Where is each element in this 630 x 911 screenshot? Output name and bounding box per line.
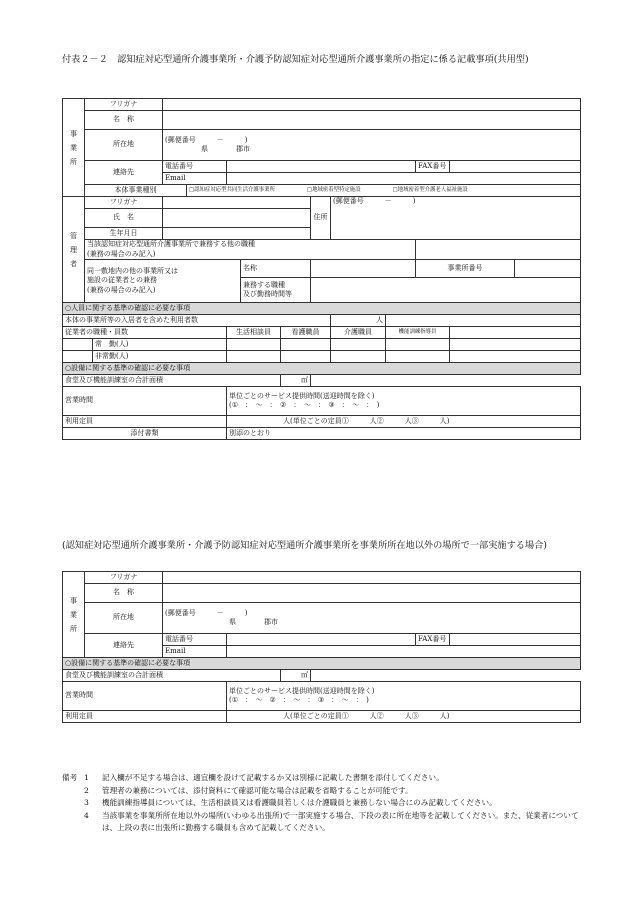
area-label: 食堂及び機能訓練室の合計面積	[63, 375, 281, 387]
satellite-capacity-field[interactable]: 人(単位ごとの定員① 人② 人③ 人)	[227, 711, 581, 723]
fulltime-caregiver[interactable]	[331, 339, 386, 351]
satellite-area-blank	[311, 670, 581, 682]
satellite-city: 郡市	[264, 618, 279, 626]
satellite-fax-field[interactable]	[450, 634, 581, 646]
manager-duty-label	[241, 278, 311, 303]
office-prefecture-city	[165, 145, 578, 155]
residents-unit: 人	[331, 315, 386, 327]
notes-heading: 備考	[62, 773, 78, 782]
satellite-area-unit: ㎡	[281, 670, 311, 682]
satellite-area-label: 食堂及び機能訓練室の合計面積	[63, 670, 281, 682]
office-contact-label: 連絡先	[85, 161, 163, 185]
office-furigana-field[interactable]	[163, 99, 581, 111]
manager-furigana-field[interactable]	[163, 197, 311, 209]
note-item-2	[62, 785, 580, 798]
manager-other-line3: (兼務の場合のみ記入)	[87, 285, 156, 294]
facility-section-header: ○設備に関する基準の確認に必要な事項	[63, 363, 581, 375]
main-business-label: 本体事業種別	[85, 185, 187, 197]
office-address-label: 所在地	[85, 130, 163, 161]
manager-duty-line1: 兼務する職種	[243, 280, 286, 289]
office-email-field[interactable]	[227, 173, 581, 185]
office-address-field[interactable]	[163, 130, 581, 161]
hours-line2: (① ： ～ ： ② ： ～ ： ③ ： ～ ： )	[229, 401, 380, 409]
office-furigana-label: フリガナ	[85, 99, 163, 111]
office-name-label: 名 称	[85, 111, 163, 130]
satellite-prefecture: 県	[229, 618, 237, 626]
note-number: 4	[84, 810, 89, 820]
manager-name-field[interactable]	[163, 209, 311, 228]
satellite-postal-code: (郵便番号 － )	[165, 608, 248, 617]
satellite-furigana-field[interactable]	[163, 572, 581, 584]
note-text: 管理者の兼務については、添付資料にて確認可能な場合は記載を省略することが可能です。	[102, 785, 413, 795]
satellite-email-field[interactable]	[227, 646, 581, 658]
hours-line1: 単位ごとのサービス提供時間(送迎時間を除く)	[229, 391, 375, 400]
manager-other-office-label	[85, 260, 241, 303]
satellite-prefecture-city	[165, 618, 578, 628]
manager-name-label: 氏 名	[85, 209, 163, 228]
note-item-4	[62, 810, 580, 835]
satellite-name-field[interactable]	[163, 584, 581, 603]
fulltime-nurse[interactable]	[281, 339, 331, 351]
satellite-phone-label: 電話番号	[163, 634, 227, 646]
manager-postal-code: (郵便番号 － )	[333, 197, 416, 205]
main-business-option-2[interactable]: □地域密着型特定施設	[306, 187, 361, 194]
manager-birthdate-label: 生年月日	[85, 228, 163, 240]
office-postal-code: (郵便番号 － )	[165, 135, 248, 144]
office-email-label: Email	[163, 173, 227, 185]
note-item-3	[62, 797, 580, 810]
satellite-contact-label: 連絡先	[85, 634, 163, 658]
attached-docs-value: 別添のとおり	[227, 428, 581, 440]
satellite-section-label: 事業所	[63, 572, 85, 658]
staff-col-caregiver: 介護職員	[331, 327, 386, 339]
office-prefecture: 県	[201, 145, 209, 153]
fulltime-label: 常 勤(人)	[93, 339, 227, 351]
manager-concurrent-line2: (兼務の場合のみ記入)	[87, 249, 156, 258]
manager-duty-line2: 及び勤務時間等	[243, 290, 293, 298]
manager-concurrent-field[interactable]	[416, 240, 581, 260]
satellite-hours-field[interactable]	[227, 682, 581, 711]
manager-duty-field[interactable]	[311, 278, 581, 303]
manager-address-label: 住所	[311, 197, 331, 240]
satellite-phone-field[interactable]	[227, 634, 416, 646]
satellite-furigana-label: フリガナ	[85, 572, 163, 584]
office-section-label: 事業所	[63, 99, 85, 197]
personnel-section-header: ○人員に関する基準の確認に必要な事項	[63, 303, 581, 315]
residents-field[interactable]	[386, 315, 581, 327]
area-blank	[311, 375, 581, 387]
hours-label: 営業時間	[63, 387, 227, 416]
satellite-email-label: Email	[163, 646, 227, 658]
note-item-1	[62, 772, 580, 785]
manager-concurrent-label	[85, 240, 416, 260]
office-city: 郡市	[236, 145, 251, 153]
office-phone-field[interactable]	[227, 161, 416, 173]
main-business-options	[187, 185, 581, 197]
note-text: 当該事業を事業所所在地以外の場所(いわゆる出張所)で一部実施する場合、下段の表に所在地等を記載してください。また、従業者については、上段の表に出張所に勤務する職員も含めて記載してください。	[102, 810, 579, 832]
parttime-caregiver[interactable]	[331, 351, 386, 363]
parttime-trainer[interactable]	[386, 351, 450, 363]
staff-label: 従業者の職種・員数	[63, 327, 227, 339]
manager-concurrent-line1: 当該認知症対応型通所介護事業所で兼務する他の職種	[87, 240, 255, 248]
fulltime-spacer	[63, 339, 93, 351]
manager-other-name-field[interactable]	[311, 260, 416, 278]
office-name-field[interactable]	[163, 111, 581, 130]
satellite-capacity-label: 利用定員	[63, 711, 227, 723]
main-form-table	[62, 98, 581, 440]
manager-office-number-field[interactable]	[515, 260, 581, 278]
manager-other-name-label: 名称	[241, 260, 311, 278]
note-text: 機能訓練指導員については、生活相談員又は看護職員若しくは介護職員と兼務しない場合にのみ記載してください。	[102, 798, 497, 807]
satellite-hours-line1: 単位ごとのサービス提供時間(送迎時間を除く)	[229, 686, 375, 695]
parttime-counselor[interactable]	[227, 351, 281, 363]
residents-label: 本体の事業所等の入居者を含めた利用者数	[63, 315, 331, 327]
attached-docs-label: 添付書類	[63, 428, 227, 440]
satellite-address-label: 所在地	[85, 603, 163, 634]
note-number: 2	[84, 785, 89, 795]
parttime-nurse[interactable]	[281, 351, 331, 363]
manager-birthdate-field[interactable]	[163, 228, 311, 240]
manager-office-number-label: 事業所番号	[416, 260, 515, 278]
capacity-label: 利用定員	[63, 416, 227, 428]
manager-other-line2: 施設の従業者との兼務	[87, 276, 157, 285]
satellite-address-field[interactable]	[163, 603, 581, 634]
hours-field[interactable]	[227, 387, 581, 416]
satellite-fax-label: FAX番号	[416, 634, 450, 646]
area-unit: ㎡	[281, 375, 311, 387]
parttime-spacer	[63, 351, 93, 363]
manager-furigana-label: フリガナ	[85, 197, 163, 209]
note-number: 1	[84, 773, 89, 782]
staff-col-empty	[450, 327, 581, 339]
parttime-label: 非常勤(人)	[93, 351, 227, 363]
notes-section	[62, 772, 580, 835]
satellite-form-table	[62, 571, 581, 723]
note-text: 記入欄が不足する場合は、適宜欄を設けて記載するか又は別様に記載した書類を添付してください。	[102, 773, 444, 782]
manager-other-line1: 同一敷地内の他の事業所又は	[87, 266, 178, 275]
capacity-field[interactable]: 人(単位ごとの定員① 人② 人③ 人)	[227, 416, 581, 428]
staff-col-nurse: 看護職員	[281, 327, 331, 339]
satellite-hours-label: 営業時間	[63, 682, 227, 711]
manager-address-field[interactable]	[331, 197, 581, 240]
sub-heading: (認知症対応型通所介護事業所・介護予防認知症対応型通所介護事業所を事業所所在地以外の場所で一部実施する場合)	[62, 540, 547, 551]
page-title: 付表２－２ 認知症対応型通所介護事業所・介護予防認知症対応型通所介護事業所の指定に係る記載事項(共用型)	[62, 54, 529, 65]
staff-col-trainer: 機能訓練指導員	[386, 327, 450, 339]
office-fax-label: FAX番号	[416, 161, 450, 173]
note-number: 3	[84, 798, 89, 807]
satellite-facility-header: ○設備に関する基準の確認に必要な事項	[63, 658, 581, 670]
main-business-option-3[interactable]: □地域密着型介護老人福祉施設	[392, 187, 468, 194]
office-fax-field[interactable]	[450, 161, 581, 173]
satellite-hours-line2: (① ： ～ ② ： ～ ： ③ ： ～ ： )	[229, 696, 369, 704]
office-phone-label: 電話番号	[163, 161, 227, 173]
fulltime-empty	[450, 339, 581, 351]
main-business-option-1[interactable]: □認知症対応型共同生活介護事業所	[189, 187, 275, 194]
fulltime-counselor[interactable]	[227, 339, 281, 351]
staff-col-counselor: 生活相談員	[227, 327, 281, 339]
parttime-empty	[450, 351, 581, 363]
satellite-name-label: 名 称	[85, 584, 163, 603]
manager-section-label: 管理者	[63, 197, 85, 303]
fulltime-trainer[interactable]	[386, 339, 450, 351]
